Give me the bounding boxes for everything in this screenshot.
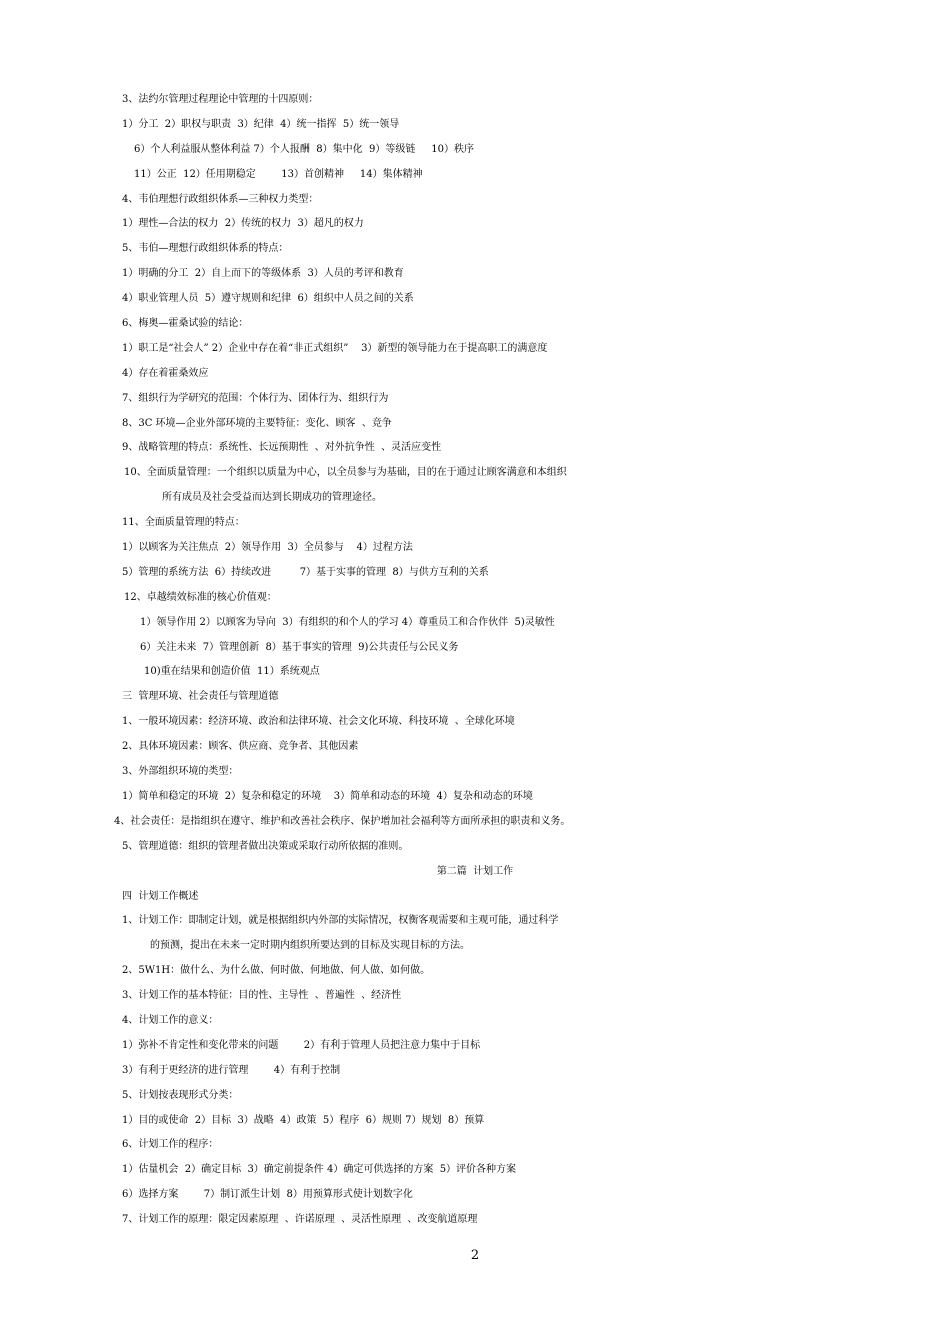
text-line: 6、梅奥—霍桑试验的结论： [122, 318, 249, 330]
text-line: 2、5W1H：做什么、为什么做、何时做、何地做、何人做、如何做。 [122, 965, 431, 977]
text-line: 1）以顾客为关注焦点 2）领导作用 3）全员参与 4）过程方法 [122, 542, 413, 554]
text-line: 1）职工是“社会人” 2）企业中存在着“非正式组织” 3）新型的领导能力在于提高职工的满意度 [122, 342, 548, 354]
text-line: 6、计划工作的程序： [122, 1139, 219, 1151]
text-line: 1）弥补不肯定性和变化带来的问题 2）有利于管理人员把注意力集中于目标 [122, 1039, 481, 1051]
text-line: 1）明确的分工 2）自上而下的等级体系 3）人员的考评和教育 [122, 268, 404, 280]
text-line: 5、计划按表现形式分类： [122, 1089, 239, 1101]
text-line: 4、计划工作的意义： [122, 1014, 219, 1026]
text-line: 8、3C 环境—企业外部环境的主要特征：变化、顾客 、竞争 [122, 417, 392, 429]
text-line: 1）目的或使命 2）目标 3）战略 4）政策 5）程序 6）规则 7）规划 8）预算 [122, 1114, 485, 1126]
part-title: 第二篇 计划工作 [436, 865, 514, 877]
page-number: 2 [470, 1248, 480, 1263]
text-line: 1）分工 2）职权与职责 3）纪律 4）统一指挥 5）统一领导 [122, 118, 400, 130]
text-line: 5、管理道德：组织的管理者做出决策或采取行动所依据的准则。 [122, 840, 409, 852]
text-line: 6）个人利益服从整体利益 7）个人报酬 8）集中化 9）等级链 10）秩序 [134, 143, 474, 155]
text-line: 1、计划工作：即制定计划，就是根据组织内外部的实际情况，权衡客观需要和主观可能，通过科学 [122, 915, 559, 927]
text-line: 1）领导作用 2）以顾客为导向 3）有组织的和个人的学习 4）尊重员工和合作伙伴 5)灵敏性 [140, 616, 555, 628]
text-line: 4）职业管理人员 5）遵守规则和纪律 6）组织中人员之间的关系 [122, 293, 414, 305]
document-body [0, 88, 950, 1233]
text-line: 10、全面质量管理：一个组织以质量为中心，以全员参与为基础，目的在于通过让顾客满意和本组织 [124, 467, 567, 479]
text-line: 2、具体环境因素：顾客、供应商、竞争者、其他因素 [122, 741, 359, 753]
text-line: 3、计划工作的基本特征：目的性、主导性 、普遍性 、经济性 [122, 990, 402, 1002]
text-line: 6）选择方案 7）制订派生计划 8）用预算形式使计划数字化 [122, 1189, 413, 1201]
text-line: 4、社会责任：是指组织在遵守、维护和改善社会秩序、保护增加社会福利等方面所承担的职责和义务。 [114, 815, 571, 827]
text-line: 3）有利于更经济的进行管理 4）有利于控制 [122, 1064, 341, 1076]
text-line: 5）管理的系统方法 6）持续改进 7）基于实事的管理 8）与供方互利的关系 [122, 566, 489, 578]
text-line: 12、卓越绩效标准的核心价值观： [124, 591, 277, 603]
text-line: 4、韦伯理想行政组织体系—三种权力类型： [122, 193, 319, 205]
section-heading: 三 管理环境、社会责任与管理道德 [122, 691, 279, 703]
text-line: 4）存在着霍桑效应 [122, 367, 209, 379]
text-line: 1）理性—合法的权力 2）传统的权力 3）超凡的权力 [122, 218, 364, 230]
text-line: 所有成员及社会受益而达到长期成功的管理途径。 [162, 492, 382, 504]
text-line: 7、组织行为学研究的范围：个体行为、团体行为、组织行为 [122, 392, 389, 404]
section-heading: 四 计划工作概述 [122, 890, 199, 902]
text-line: 10)重在结果和创造价值 11）系统观点 [144, 666, 320, 678]
text-line: 1）估量机会 2）确定目标 3）确定前提条件 4）确定可供选择的方案 5）评价各种方案 [122, 1164, 517, 1176]
text-line: 1）简单和稳定的环境 2）复杂和稳定的环境 3）简单和动态的环境 4）复杂和动态的环境 [122, 790, 533, 802]
text-line: 3、法约尔管理过程理论中管理的十四原则： [122, 94, 319, 105]
text-line: 6）关注未来 7）管理创新 8）基于事实的管理 9)公共责任与公民义务 [140, 641, 459, 653]
text-line: 1、一般环境因素：经济环境、政治和法律环境、社会文化环境、科技环境 、全球化环境 [122, 716, 515, 728]
text-line: 7、计划工作的原理：限定因素原理 、许诺原理 、灵活性原理 、改变航道原理 [122, 1214, 478, 1226]
text-line: 9、战略管理的特点：系统性、长远预期性 、对外抗争性 、灵活应变性 [122, 442, 442, 454]
text-line: 3、外部组织环境的类型： [122, 766, 239, 778]
text-line: 5、韦伯—理想行政组织体系的特点： [122, 243, 289, 255]
text-line: 11、全面质量管理的特点： [122, 517, 245, 529]
text-line: 11）公正 12）任用期稳定 13）首创精神 14）集体精神 [134, 168, 423, 180]
text-line: 的预测，提出在未来一定时期内组织所要达到的目标及实现目标的方法。 [150, 940, 470, 952]
